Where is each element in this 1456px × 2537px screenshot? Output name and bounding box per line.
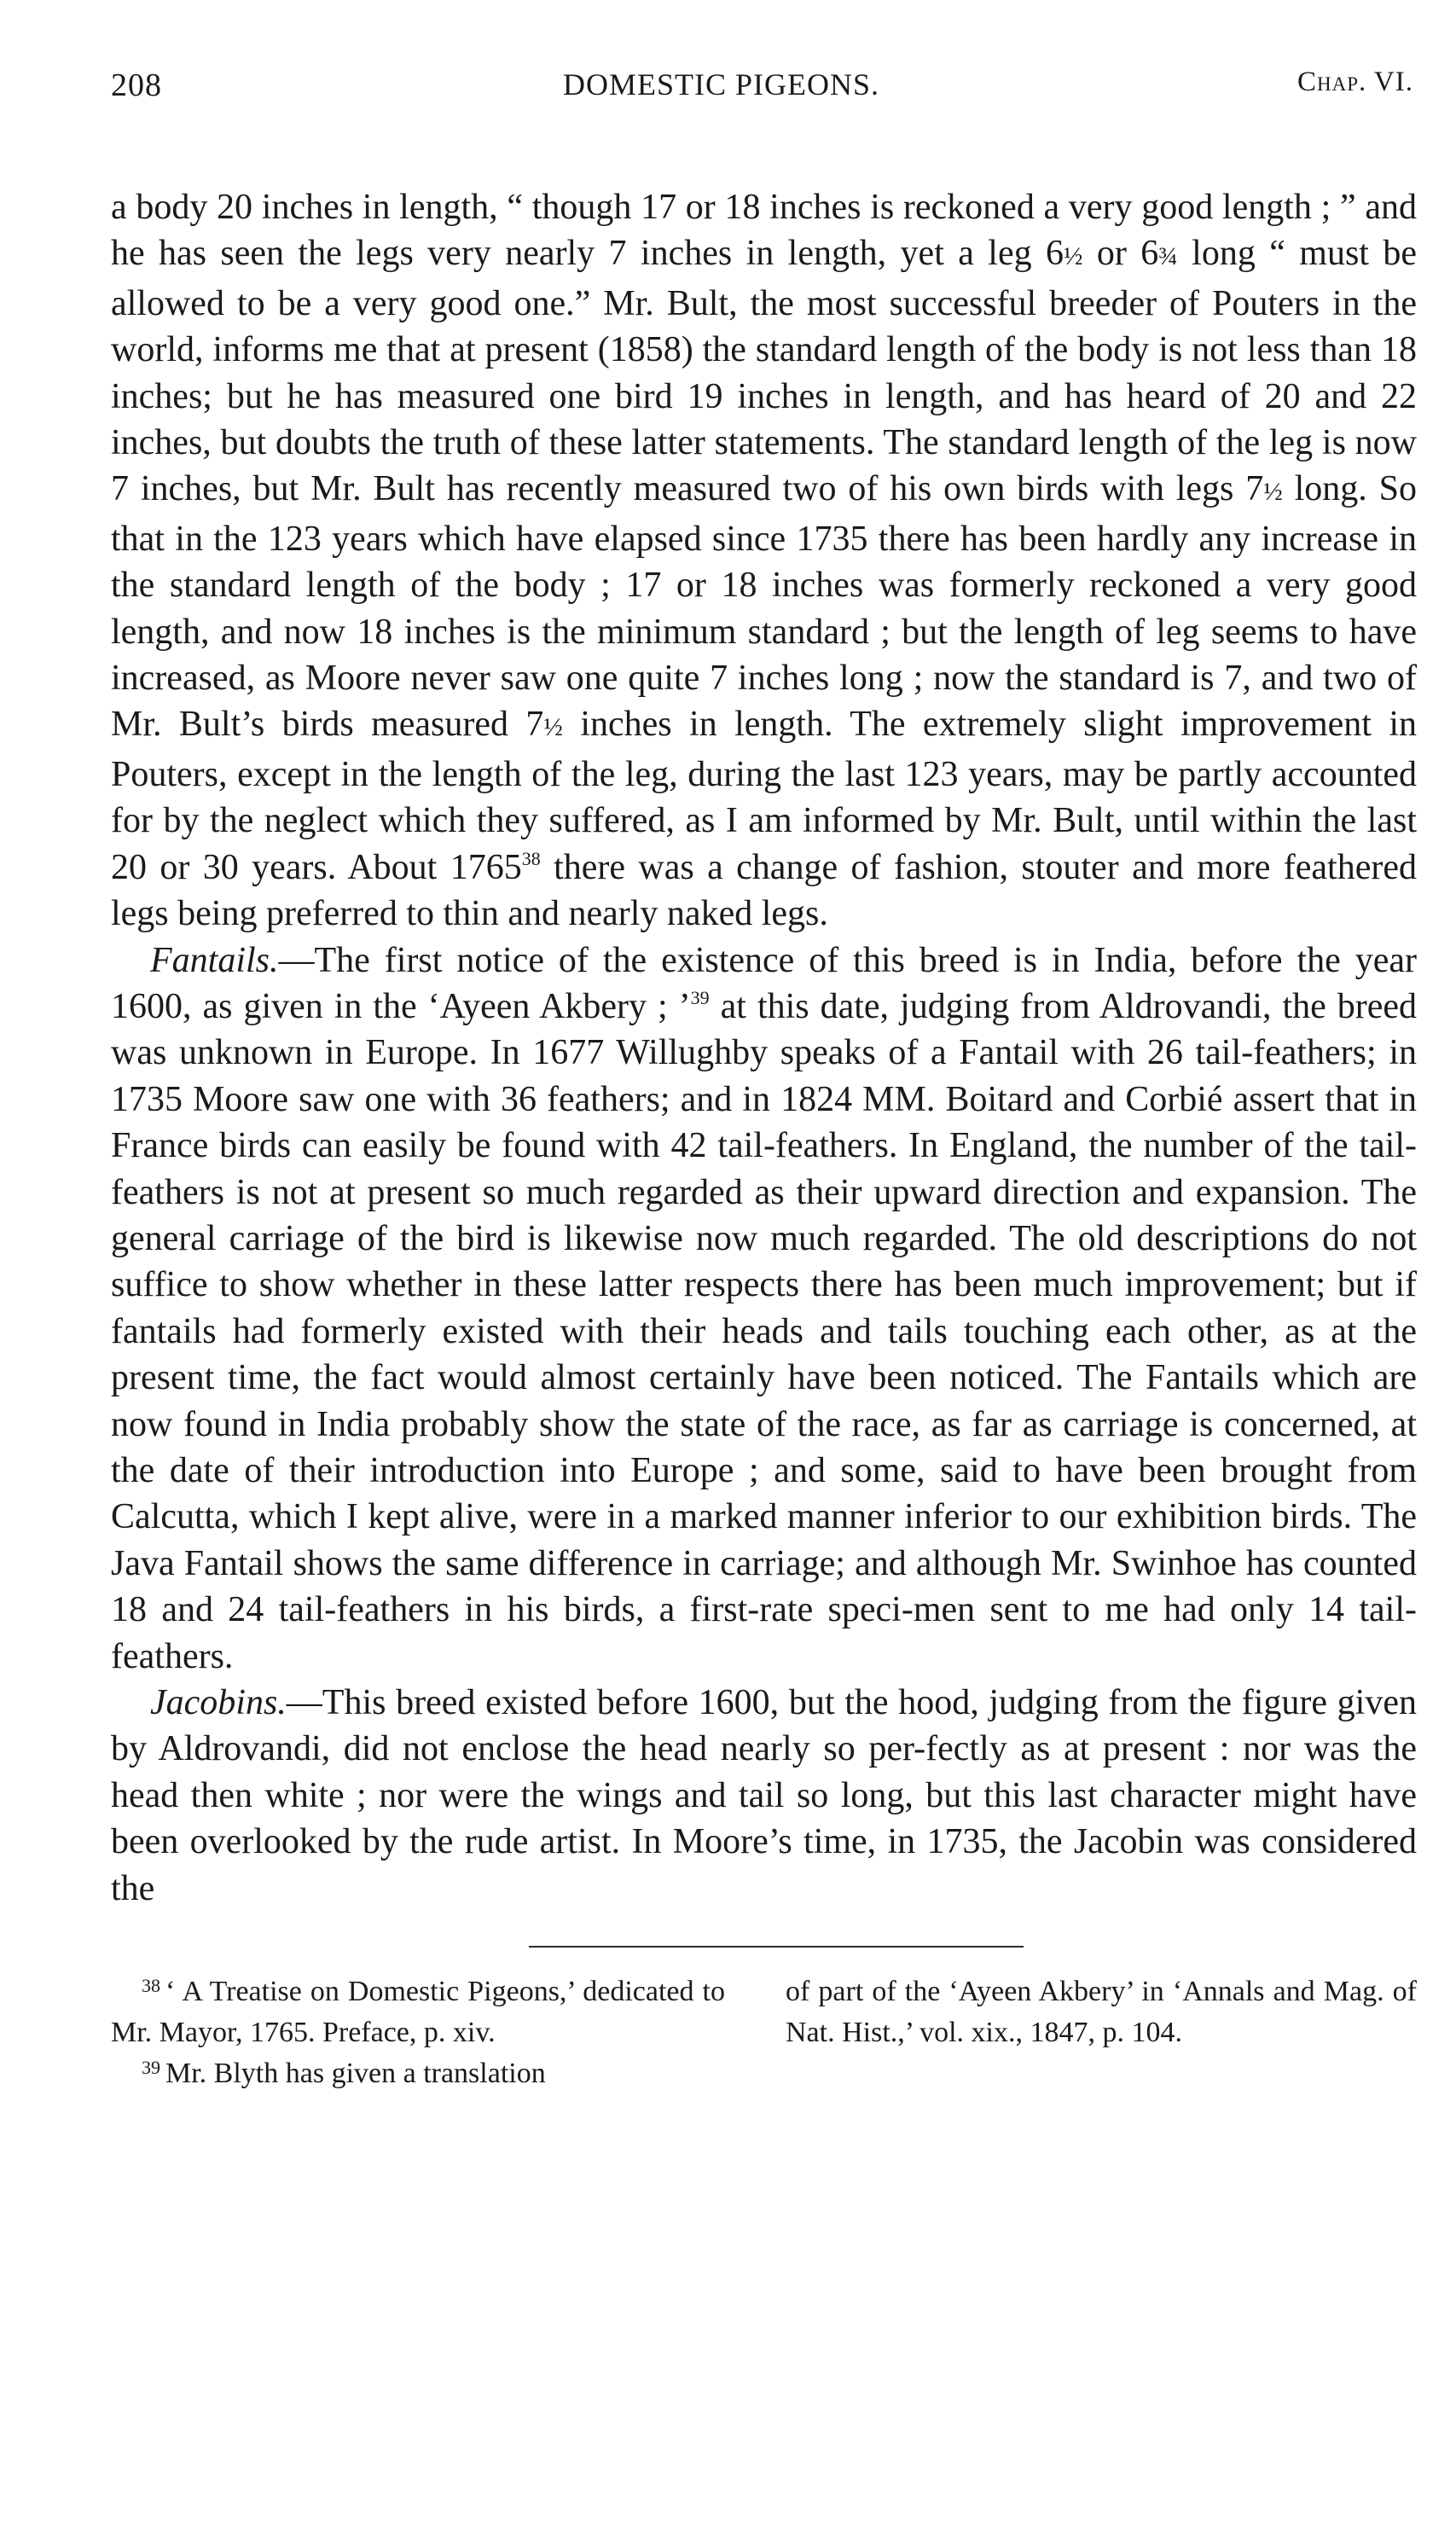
fraction: ½ xyxy=(1064,242,1083,271)
footnote-ref-38: 38 xyxy=(521,847,541,869)
text-run: inches in length. The extremely slight improvement in Pouters, except in the length of the leg, during the last 123 years, may be partly accounted for by the neglect which they suffered, as I am informed by Mr. Bult, until within the last 20 or 30 years. About 1765 xyxy=(111,705,1417,887)
section-lead-fantails: Fantails. xyxy=(150,940,279,980)
text-run: at this date, judging from Aldrovandi, the breed was unknown in Europe. In 1677 Willughby speaks of a Fantail with 26 tail-feathers; in 1735 Moore saw one with 36 feathers; and in 1824 MM. Boitard and Corbié assert that in France birds can easily be found with 42 tail-feathers. In England, the number of the tail-feathers is not at present so much regarded as their upward direction and expansion. The general carriage of the bird is likewise now much regarded. The old descriptions do not suffice to show whether in these latter respects there has been much improvement; but if fantails had formerly existed with their heads and tails touching each other, as at the present time, the fact would almost certainly have been noticed. The Fantails which are now found in India probably show the state of the race, as far as carriage is concerned, at the date of their introduction into Europe ; and some, said to have been brought from Calcutta, which I kept alive, were in a marked manner inferior to our exhibition birds. The Java Fantail shows the same difference in carriage; and although Mr. Swinhoe has counted 18 and 24 tail-feathers in his birds, a first-rate speci-men sent to me had only 14 tail-feathers. xyxy=(111,986,1417,1676)
body-text xyxy=(111,184,1417,1912)
footnote-text: of part of the ‘Ayeen Akbery’ in ‘Annals and Mag. of Nat. Hist.,’ vol. xix., 1847, p. 104. xyxy=(786,1976,1417,2049)
text-run: there was a change of fashion, stouter and more feathered legs being preferred to thin and nearly naked legs. xyxy=(111,847,1417,934)
footnote-39 xyxy=(111,2053,725,2094)
footnote-number: 38 xyxy=(142,1975,160,1997)
text-run: or 6 xyxy=(1082,234,1159,274)
chapter-label: Chap. VI. xyxy=(1297,67,1413,97)
text-run: long “ must be allowed to be a very good one.” Mr. Bult, the most successful breeder of Pouters in the world, informs me that at present (1858) the standard length of the body is not less than 18 inches; but he has measured one bird 19 inches in length, and has heard of 20 and 22 inches, but doubts the truth of these latter statements. The standard length of the leg is now 7 inches, but Mr. Bult has recently measured two of his own birds with legs 7 xyxy=(111,234,1417,509)
text-run: a body 20 inches in length, “ though 17 or 18 inches is reckoned a very good length ; ” and he has seen the legs very nearly 7 inches in length, yet a leg 6 xyxy=(111,188,1417,274)
fraction: ¾ xyxy=(1158,242,1178,271)
paragraph-pouters xyxy=(111,184,1417,938)
footnote-text: Mr. Blyth has given a translation xyxy=(165,2058,546,2090)
footnote-38 xyxy=(111,1971,725,2053)
footnote-column-left xyxy=(111,1971,725,2094)
page-number: 208 xyxy=(111,67,162,103)
fraction: ½ xyxy=(1263,478,1283,507)
footnote-39-continued xyxy=(786,1971,1417,2053)
footnote-text: ‘ A Treatise on Domestic Pigeons,’ dedicated to Mr. Mayor, 1765. Preface, p. xiv. xyxy=(111,1976,725,2049)
footnote-column-right xyxy=(786,1971,1417,2094)
section-lead-jacobins: Jacobins. xyxy=(150,1683,287,1722)
footnote-ref-39: 39 xyxy=(690,986,710,1008)
paragraph-fantails xyxy=(111,938,1417,1681)
footnote-divider xyxy=(529,1946,1024,1948)
footnotes xyxy=(111,1971,1417,2094)
text-run: —This breed existed before 1600, but the hood, judging from the figure given by Aldrovandi, did not enclose the head nearly so per-fectly as at present : nor was the head then white ; nor were the wings and tail so long, but this last character might have been overlooked by the rude artist. In Moore’s time, in 1735, the Jacobin was considered the xyxy=(111,1683,1417,1908)
fraction: ½ xyxy=(543,713,563,742)
paragraph-jacobins xyxy=(111,1680,1417,1912)
text-run: —The first notice of the existence of this breed is in India, before the year 1600, as given in the ‘Ayeen Akbery ; ’ xyxy=(111,940,1417,1026)
text-run: long. So that in the 123 years which have elapsed since 1735 there has been hardly any increase in the standard length of the body ; 17 or 18 inches was formerly reckoned a very good length, and now 18 inches is the minimum standard ; but the length of leg seems to have increased, as Moore never saw one quite 7 inches long ; now the standard is 7, and two of Mr. Bult’s birds measured 7 xyxy=(111,469,1417,745)
running-title: DOMESTIC PIGEONS. xyxy=(563,67,880,102)
footnote-number: 39 xyxy=(142,2057,160,2079)
page-header xyxy=(111,60,1417,116)
